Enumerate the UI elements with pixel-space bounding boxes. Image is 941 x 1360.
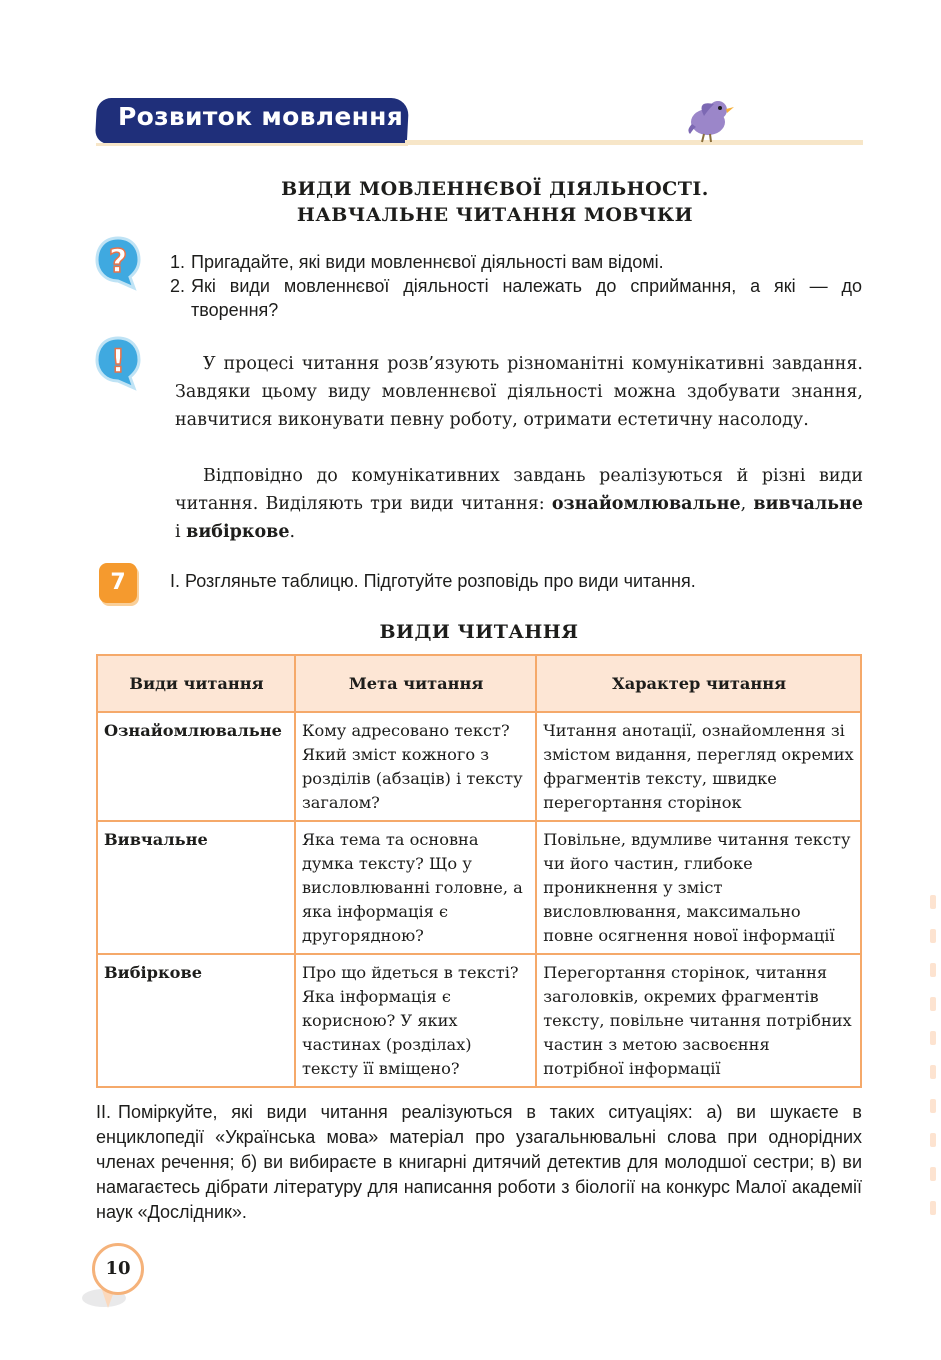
header-divider-left	[96, 143, 408, 146]
section-title: Розвиток мовлення	[118, 102, 404, 131]
reading-types-table	[96, 654, 862, 1088]
theory-text: Відповідно до комунікативних завдань реалізуються й різні види читання. Виділяють три види читання:	[175, 466, 863, 514]
lesson-title-line2: НАВЧАЛЬНЕ ЧИТАННЯ МОВЧКИ	[296, 204, 694, 226]
reading-kind-cell: Вибіркове	[97, 954, 295, 1087]
table-title: ВИДИ ЧИТАННЯ	[379, 621, 579, 643]
reading-character-cell: Повільне, вдумливе читання тексту чи його частин, глибоке проникнення у зміст висловлювання, максимально повне осягнення нової інформації	[536, 821, 861, 954]
page-number: 10	[92, 1243, 144, 1295]
svg-text:!: !	[110, 342, 126, 380]
header-divider	[405, 140, 863, 145]
part-2-label: ІІ.	[96, 1102, 112, 1122]
side-decoration	[928, 895, 938, 1235]
task-number-badge: 7	[99, 563, 137, 603]
bird-icon	[684, 94, 736, 146]
question-number: 1.	[170, 252, 186, 272]
column-header: Види читання	[97, 655, 295, 712]
reading-goal-cell: Кому адресовано текст? Який зміст кожного з розділів (абзаців) і тексту загалом?	[295, 712, 536, 821]
table-header-row	[97, 655, 861, 712]
question-text: Які види мовленнєвої діяльності належать до сприймання, а які — до творення?	[191, 276, 862, 320]
lesson-title-line1: ВИДИ МОВЛЕННЄВОЇ ДІЯЛЬНОСТІ.	[281, 178, 709, 200]
reading-kind-cell: Вивчальне	[97, 821, 295, 954]
questions-list	[170, 250, 862, 322]
reading-kind-cell: Ознайомлювальне	[97, 712, 295, 821]
table-row	[97, 954, 861, 1087]
part-2-text: Поміркуйте, які види читання реалізуються в таких ситуаціях: а) ви шукаєте в енциклопедії «Українська мова» матеріал про узагальнювальні слова при однорідних членах речення; б) ви вибираєте в книгарні дитячий детектив для молодшої сестри; в) ви намагаєтесь дібрати літературу для написання роботи з біології на конкурс Малої академії наук «Дослідник».	[96, 1102, 862, 1222]
term-studying: вивчальне	[753, 494, 863, 514]
svg-text:?: ?	[108, 242, 128, 280]
table-row	[97, 712, 861, 821]
separator: .	[289, 522, 296, 542]
column-header: Мета читання	[295, 655, 536, 712]
list-item	[170, 274, 862, 322]
reading-goal-cell: Яка тема та основна думка тексту? Що у висловлюванні головне, а яка інформація є другорядною?	[295, 821, 536, 954]
task-instruction: І. Розгляньте таблицю. Підготуйте розповідь про види читання.	[170, 571, 696, 591]
theory-paragraph-1: У процесі читання розв’язують різноманітні комунікативні завдання. Завдяки цьому виду мовленнєвої діяльності можна здобувати знання, навчитися виконувати певну роботу, отримати естетичну насолоду.	[175, 354, 863, 430]
exclamation-icon	[94, 334, 142, 392]
question-text: Пригадайте, які види мовленнєвої діяльності вам відомі.	[191, 252, 664, 272]
question-icon	[94, 234, 142, 292]
separator: і	[175, 522, 187, 542]
reading-goal-cell: Про що йдеться в тексті? Яка інформація є корисною? У яких частинах (розділах) тексту її вміщено?	[295, 954, 536, 1087]
list-item	[170, 250, 862, 274]
reading-character-cell: Перегортання сторінок, читання заголовків, окремих фрагментів тексту, повільне читання потрібних частин з метою засвоєння потрібної інформації	[536, 954, 861, 1087]
column-header: Характер читання	[536, 655, 861, 712]
question-number: 2.	[170, 276, 186, 296]
table-row	[97, 821, 861, 954]
term-familiarizing: ознайомлювальне	[551, 494, 741, 514]
separator: ,	[740, 494, 754, 514]
task-part-2	[96, 1100, 862, 1225]
term-selective: вибіркове	[186, 522, 290, 542]
theory-paragraph-2	[175, 462, 863, 546]
reading-character-cell: Читання анотації, ознайомлення зі змістом видання, перегляд окремих фрагментів тексту, швидке перегортання сторінок	[536, 712, 861, 821]
